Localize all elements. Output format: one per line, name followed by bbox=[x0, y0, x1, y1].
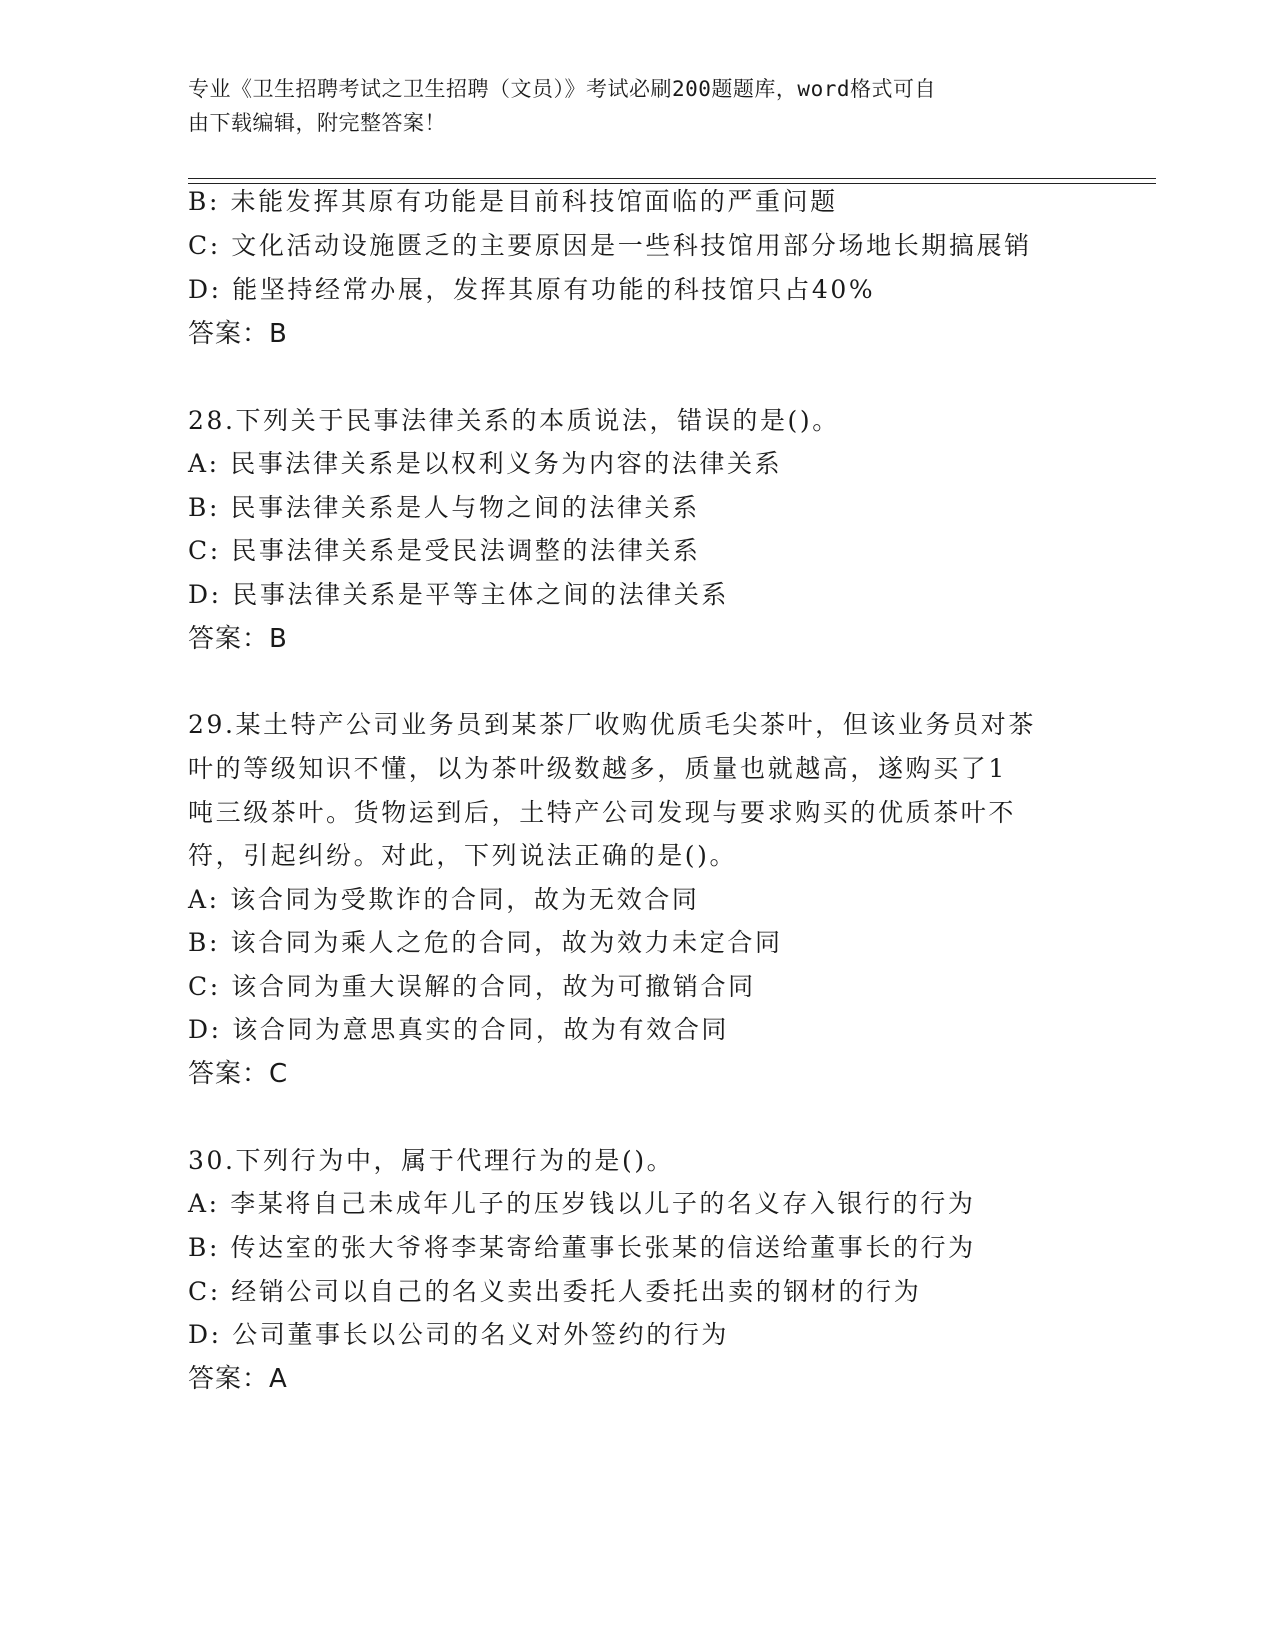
question-stem-29-line-4: 符，引起纠纷。对此，下列说法正确的是()。 bbox=[188, 841, 738, 870]
option-d: D: 公司董事长以公司的名义对外签约的行为 bbox=[188, 1320, 730, 1349]
question-stem-29-line-3: 吨三级茶叶。货物运到后，土特产公司发现与要求购买的优质茶叶不 bbox=[188, 798, 1017, 827]
option-c: C: 文化活动设施匮乏的主要原因是一些科技馆用部分场地长期搞展销 bbox=[188, 231, 1032, 260]
header-divider-bottom bbox=[188, 183, 1156, 184]
answer: 答案：C bbox=[188, 1059, 289, 1089]
option-b: B: 民事法律关系是人与物之间的法律关系 bbox=[188, 493, 700, 522]
question-stem-29-line-2: 叶的等级知识不懂，以为茶叶级数越多，质量也就越高，遂购买了1 bbox=[188, 754, 1007, 783]
option-b: B: 未能发挥其原有功能是目前科技馆面临的严重问题 bbox=[188, 187, 838, 216]
option-b: B: 该合同为乘人之危的合同，故为效力未定合同 bbox=[188, 928, 783, 957]
question-stem-28: 28.下列关于民事法律关系的本质说法，错误的是()。 bbox=[188, 406, 840, 435]
option-d: D: 民事法律关系是平等主体之间的法律关系 bbox=[188, 580, 730, 609]
option-c: C: 该合同为重大误解的合同，故为可撤销合同 bbox=[188, 972, 756, 1001]
option-c: C: 民事法律关系是受民法调整的法律关系 bbox=[188, 536, 701, 565]
answer: 答案：B bbox=[188, 624, 288, 654]
header-line-2: 由下载编辑，附完整答案！ bbox=[188, 111, 446, 135]
option-d: D: 能坚持经常办展，发挥其原有功能的科技馆只占40% bbox=[188, 275, 876, 304]
answer: 答案：B bbox=[188, 319, 288, 349]
answer: 答案：A bbox=[188, 1364, 288, 1394]
option-d: D: 该合同为意思真实的合同，故为有效合同 bbox=[188, 1015, 730, 1044]
question-stem-30: 30.下列行为中，属于代理行为的是()。 bbox=[188, 1146, 675, 1175]
header-line-1: 专业《卫生招聘考试之卫生招聘（文员）》考试必刷200题题库，word格式可自 bbox=[188, 77, 936, 101]
header-divider-top bbox=[188, 178, 1156, 179]
option-a: A: 民事法律关系是以权利义务为内容的法律关系 bbox=[188, 449, 783, 478]
option-a: A: 李某将自己未成年儿子的压岁钱以儿子的名义存入银行的行为 bbox=[188, 1189, 976, 1218]
option-c: C: 经销公司以自己的名义卖出委托人委托出卖的钢材的行为 bbox=[188, 1277, 922, 1306]
document-header bbox=[188, 72, 1068, 140]
option-b: B: 传达室的张大爷将李某寄给董事长张某的信送给董事长的行为 bbox=[188, 1233, 976, 1262]
question-stem-29-line-1: 29.某土特产公司业务员到某茶厂收购优质毛尖茶叶，但该业务员对茶 bbox=[188, 710, 1036, 739]
option-a: A: 该合同为受欺诈的合同，故为无效合同 bbox=[188, 885, 700, 914]
